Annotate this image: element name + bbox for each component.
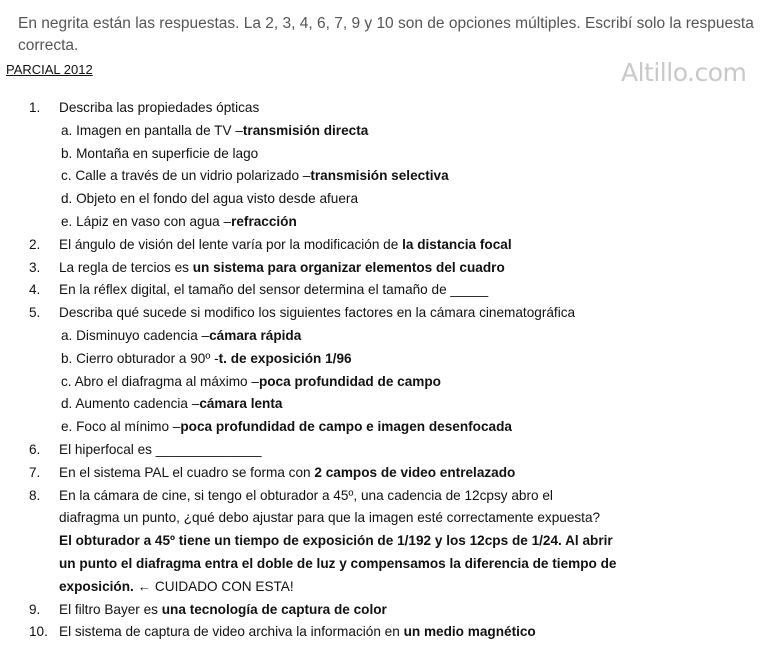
answer-text: El obturador a 45º tiene un tiempo de exposición de 1/192 y los 12cps de 1/24. Al abrir [59, 533, 613, 549]
answer-text: exposición. ← [59, 578, 152, 594]
sub-item-row [0, 348, 780, 371]
sub-item-row [0, 188, 780, 211]
question-text: Describa qué sucede si modifico los siguientes factores en la cámara cinematográfica [59, 305, 576, 321]
question-row [0, 599, 780, 622]
row-text [59, 621, 536, 644]
answer-text: refracción [231, 213, 297, 229]
continuation-row [0, 553, 780, 576]
sub-item-row [0, 325, 780, 348]
question-text: e. Lápiz en vaso con agua – [61, 213, 232, 229]
answer-text: poca profundidad de campo [258, 373, 441, 389]
row-text [59, 279, 488, 302]
row-text [59, 507, 600, 530]
row-text [61, 393, 282, 416]
question-row [0, 234, 780, 257]
question-row [0, 257, 780, 280]
question-row [0, 97, 780, 120]
row-text [61, 371, 441, 394]
question-text: b. Cierro obturador a 90º - [61, 350, 219, 366]
question-text: Describa las propiedades ópticas [59, 100, 260, 115]
row-text [59, 530, 613, 553]
question-row [0, 302, 780, 325]
answer-text: transmisión directa [242, 122, 369, 138]
question-number: 2. [29, 236, 41, 252]
question-number: 6. [29, 441, 41, 457]
question-text: d. Aumento cadencia – [61, 396, 200, 412]
row-text [61, 325, 301, 348]
question-text: d. Objeto en el fondo del agua visto desde afuera [61, 191, 359, 207]
answer-text: t. de exposición 1/96 [218, 350, 352, 366]
question-row [0, 279, 780, 302]
sub-item-row [0, 120, 780, 143]
row-text [61, 211, 297, 234]
answer-text: una tecnología de captura de color [161, 601, 387, 617]
answer-text: transmisión selectiva [310, 168, 449, 184]
question-list [0, 97, 780, 644]
answer-text: un punto el diafragma entra el doble de luz y compensamos la diferencia de tiempo de [59, 555, 617, 571]
question-number: 9. [29, 601, 41, 617]
row-text [59, 97, 259, 120]
sub-item-row [0, 165, 780, 188]
question-number: 5. [29, 305, 41, 321]
question-text: El hiperfocal es ______________ [59, 441, 262, 457]
question-row [0, 485, 780, 508]
question-number: 8. [29, 487, 41, 503]
question-text: El filtro Bayer es [59, 601, 162, 617]
altillo-logo: Altillo.com [621, 58, 747, 87]
question-text: c. Abro el diafragma al máximo – [61, 373, 259, 389]
row-text [59, 599, 387, 622]
question-row [0, 462, 780, 485]
question-number: 3. [29, 259, 41, 275]
warning-note: CUIDADO CON ESTA! [151, 578, 294, 594]
question-text: El sistema de captura de video archiva la información en [59, 624, 404, 640]
question-text: diafragma un punto, ¿qué debo ajustar para que la imagen esté correctamente expuesta? [59, 510, 601, 526]
row-text [59, 257, 505, 280]
exam-title: PARCIAL 2012 [6, 62, 93, 77]
question-text: En la cámara de cine, si tengo el obturador a 45º, una cadencia de 12cpsy abro el [59, 487, 553, 503]
continuation-row [0, 576, 780, 599]
row-text [59, 576, 294, 599]
row-text [61, 348, 352, 371]
answer-text: poca profundidad de campo e imagen desenfocada [180, 419, 512, 435]
answer-text: un medio magnético [403, 624, 536, 640]
row-text [59, 462, 515, 485]
question-number: 10. [29, 624, 48, 640]
question-row [0, 621, 780, 644]
sub-item-row [0, 371, 780, 394]
answer-text: un sistema para organizar elementos del cuadro [192, 259, 505, 275]
question-number: 4. [29, 282, 41, 298]
sub-item-row [0, 416, 780, 439]
question-number: 1. [29, 100, 41, 115]
question-text: e. Foco al mínimo – [61, 419, 181, 435]
sub-item-row [0, 393, 780, 416]
question-text: a. Imagen en pantalla de TV – [61, 122, 243, 138]
question-row [0, 439, 780, 462]
continuation-row [0, 530, 780, 553]
question-text: c. Calle a través de un vidrio polarizado – [61, 168, 311, 184]
question-text: b. Montaña en superficie de lago [61, 145, 259, 161]
row-text [61, 143, 258, 166]
row-text [59, 302, 575, 325]
answer-text: cámara lenta [199, 396, 283, 412]
row-text [61, 165, 449, 188]
row-text [59, 553, 616, 576]
row-text [61, 188, 358, 211]
row-text [59, 439, 262, 462]
row-text [61, 416, 512, 439]
row-text [59, 485, 553, 508]
question-text: La regla de tercios es [59, 259, 193, 275]
row-text [59, 234, 512, 257]
sub-item-row [0, 143, 780, 166]
answer-text: cámara rápida [209, 327, 302, 343]
instructions-text: En negrita están las respuestas. La 2, 3, 4, 6, 7, 9 y 10 son de opciones múltiples. Escribí solo la respuesta correcta. [18, 15, 754, 54]
row-text [61, 120, 368, 143]
question-number: 7. [29, 464, 41, 480]
answer-text: la distancia focal [402, 236, 512, 252]
question-text: En la réflex digital, el tamaño del sensor determina el tamaño de _____ [59, 282, 489, 298]
question-text: El ángulo de visión del lente varía por la modificación de [59, 236, 403, 252]
continuation-row [0, 507, 780, 530]
question-text: En el sistema PAL el cuadro se forma con [59, 464, 315, 480]
answer-text: 2 campos de video entrelazado [314, 464, 516, 480]
question-text: a. Disminuyo cadencia – [61, 327, 210, 343]
sub-item-row [0, 211, 780, 234]
